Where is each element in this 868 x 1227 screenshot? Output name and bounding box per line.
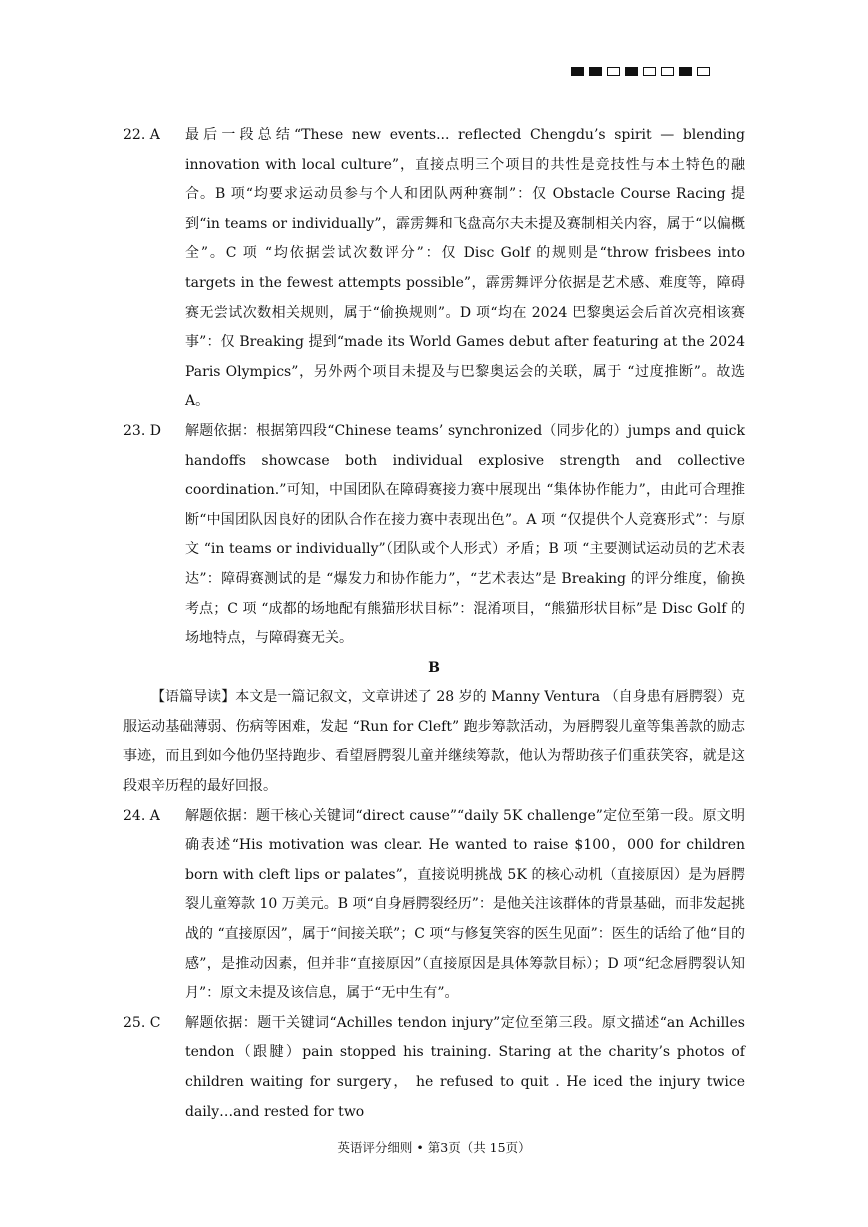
answer-item-23 xyxy=(123,417,745,654)
filled-square-mark xyxy=(571,67,584,76)
passage-guide: 【语篇导读】本文是一篇记叙文，文章讲述了 28 岁的 Manny Ventura （自身患有唇腭裂）克服运动基础薄弱、伤病等困难，发起 “Run for Cleft” 跑步筹款活动，为唇腭裂儿童等集善款的励志事迹，而且到如今他仍坚持跑步、看望唇腭裂儿童并继续筹款，他认为帮助孩子们重获笑容，就是这段艰辛历程的最好回报。 xyxy=(123,689,745,795)
answer-number: 24. A xyxy=(123,807,160,824)
empty-square-mark xyxy=(697,67,710,76)
section-title: B xyxy=(428,659,440,676)
answer-item-22 xyxy=(123,121,745,417)
answer-number: 25. C xyxy=(123,1014,161,1031)
answer-explanation: 解题依据：根据第四段“Chinese teams’ synchronized（同步化的）jumps and quick handoffs showcase both individual explosive strength and collective coordination.”可知，中国团队在障碍赛接力赛中展现出 “集体协作能力”，由此可合理推断“中国团队因良好的团队合作在接力赛中表现出色”。A 项 “仅提供个人竞赛形式”：与原文 “in teams or individually”（团队或个人形式）矛盾；B 项 “主要测试运动员的艺术表达”：障碍赛测试的是 “爆发力和协作能力”，“艺术表达”是 Breaking 的评分维度，偷换考点；C 项 “成都的场地配有熊猫形状目标”：混淆项目，“熊猫形状目标”是 Disc Golf 的场地特点，与障碍赛无关。 xyxy=(185,422,745,647)
filled-square-mark xyxy=(625,67,638,76)
filled-square-mark xyxy=(679,67,692,76)
answer-item-25 xyxy=(123,1009,745,1127)
empty-square-mark xyxy=(643,67,656,76)
answer-number: 23. D xyxy=(123,422,161,439)
page-footer: 英语评分细则 • 第3页（共 15页） xyxy=(337,1140,531,1155)
filled-square-mark xyxy=(589,67,602,76)
header-marks xyxy=(571,67,710,76)
answer-content xyxy=(123,121,745,1127)
empty-square-mark xyxy=(661,67,674,76)
answer-explanation: 解题依据：题干关键词“Achilles tendon injury”定位至第三段。原文描述“an Achilles tendon（跟腱）pain stopped his training. Staring at the charity’s photos of children waiting for surgery， he refused to quit . He iced the injury twice daily…and rested for two xyxy=(185,1014,745,1120)
answer-explanation: 最后一段总结“These new events... reflected Chengdu’s spirit — blending innovation with local culture”，直接点明三个项目的共性是竞技性与本土特色的融合。B 项“均要求运动员参与个人和团队两种赛制”：仅 Obstacle Course Racing 提到“in teams or individually”，霹雳舞和飞盘高尔夫未提及赛制相关内容，属于“以偏概全”。C 项 “均依据尝试次数评分”：仅 Disc Golf 的规则是“throw frisbees into targets in the fewest attempts possible”，霹雳舞评分依据是艺术感、难度等，障碍赛无尝试次数相关规则，属于“偷换规则”。D 项“均在 2024 巴黎奥运会后首次亮相该赛事”：仅 Breaking 提到“made its World Games debut after featuring at the 2024 Paris Olympics”，另外两个项目未提及与巴黎奥运会的关联，属于 “过度推断”。故选 A。 xyxy=(185,127,745,410)
answer-explanation: 解题依据：题干核心关键词“direct cause”“daily 5K challenge”定位至第一段。原文明确表述“His motivation was clear. He wanted to raise $100，000 for children born with cleft lips or palates”，直接说明挑战 5K 的核心动机（直接原因）是为唇腭裂儿童筹款 10 万美元。B 项“自身唇腭裂经历”：是他关注该群体的背景基础，而非发起挑战的 “直接原因”，属于“间接关联”；C 项“与修复笑容的医生见面”：医生的话给了他“目的感”，是推动因素，但并非“直接原因”（直接原因是具体筹款目标）；D 项“纪念唇腭裂认知月”：原文未提及该信息，属于“无中生有”。 xyxy=(185,807,745,1002)
answer-number: 22. A xyxy=(123,127,160,143)
answer-item-24 xyxy=(123,802,745,1009)
empty-square-mark xyxy=(607,67,620,76)
